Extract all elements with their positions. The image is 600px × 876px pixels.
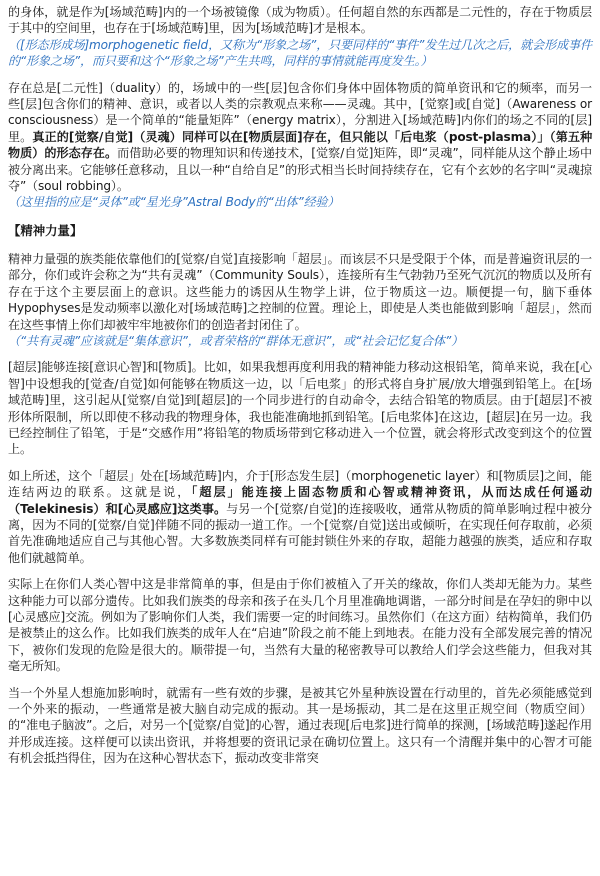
paragraph-5-text-a: 如上所述，这个「超层」处在[场域范畴]内，介于[形态发生层]（morphogenetic layer）和[物质层]之间，能连结两边的联系。这就是说， [8, 468, 592, 500]
paragraph-5-bold: 「超层」能连接上固态物质和心智或精神资讯，从而达成任何遥动（Telekinesis）和[心灵感应]这类事。 [8, 485, 592, 516]
paragraph-2-note: （这里指的应是“灵体”或“星光身”Astral Body的“出体”经验） [8, 195, 340, 210]
paragraph-3-text: 精神力量强的族类能依靠他们的[觉察/自觉]直接影响「超层」。而该层不只是受限于个体，而是普遍资讯层的一部分，你们或许会称之为“共有灵魂”（Community Souls），连接所有生气勃勃乃至死气沉沉的物质以及所有存在于这个主要层面上的意识。这些能力的诱因从生物学上讲，位于物质这一边。顺便提一句，脑下垂体Hypophyses是发动频率以激化对[场域范畴]之控制的位置。理论上，即使是人类也能做到影响「超层」，然而在这些事情上你们却被牢牢地被你们的创造者封闭住了。 [8, 251, 592, 332]
paragraph-7: 当一个外星人想施加影响时，就需有一些有效的步骤，是被其它外星种族设置在行动里的，首先必须能感觉到一个外来的振动，一些通常是被大脑自动完成的振动。其一是场振动，其二是在这里正规空间（物质空间）的“准电子脑波”。之后，对另一个[觉察/自觉]的心智，通过表现[后电浆]进行简单的探测，[场域范畴]遂起作用并形成连接。这样便可以读出资讯，并将想要的资讯记录在确切位置上。这只有一个清醒并集中的心智才可能有机会抵挡得住，因为在这种心智状态下，振动改变非常突 [8, 685, 592, 766]
paragraph-6: 实际上在你们人类心智中这是非常简单的事，但是由于你们被植入了开关的缘故，你们人类却无能为力。某些这种能力可以部分遗传。比如我们族类的母亲和孩子在头几个月里准确地调谐，一部分时间是在孕妇的卵中以[心灵感应]交流。例如为了影响你们人类，我们需要一定的时间练习。虽然你们（在这方面）结构简单，我们仍是被禁止的这么作。比如我们族类的成年人在“启迪”阶段之前不能上到地表。在能力没有全部发展完善的情况下，被你们发现的危险是很大的。顺带提一句，当然有大量的秘密教导可以教给人们学会这些能力，但我对其毫无所知。 [8, 577, 592, 674]
paragraph-3-note: （“共有灵魂”应该就是“集体意识”，或者荣格的“群体无意识”，或“社会记忆复合体”） [8, 333, 464, 348]
paragraph-2-text-c: 而借助必要的物理知识和传递技术，[觉察/自觉]矩阵，即“灵魂”，同样能从这个静止场中被分离出来。它能够任意移动，且以一种“自给自足”的形式相当长时间持续存在，它有个玄妙的名字叫“灵魂掠夺”（soul robbing）。 [8, 146, 592, 194]
section-heading: 【精神力量】 [8, 222, 83, 238]
paragraph-3 [8, 251, 592, 349]
paragraph-1-note: （[形态形成场]morphogenetic field，又称为“形象之场”，只要同样的“事件”发生过几次之后，就会形成事件的“形象之场”，而只要和这个“形象之场”产生共鸣，同样的事情就能再度发生。） [8, 37, 592, 69]
paragraph-2-bold: 真正的[觉察/自觉]（灵魂）同样可以在[物质层面]存在，但只能以「后电浆（post-plasma）」（第五种物质）的形态存在。 [8, 129, 593, 161]
paragraph-5 [8, 468, 592, 566]
paragraph-1-text: 的身体，就是作为[场域范畴]内的一个场被镜像（成为物质）。任何超自然的东西都是二元性的，存在于物质层于其中的空间里，也存在于[场域范畴]里，因为[场域范畴]才是根本。 [8, 5, 592, 36]
paragraph-5-text-c: 与另一个[觉察/自觉]的连接吸收，通常从物质的简单影响过程中被分离，因为不同的[觉察/自觉]伴随不同的振动一道工作。一个[觉察/自觉]送出或倾听，在实现任何存取前，必须首先准确地适应自己与其他心智。大多数族类同样有可能封锁住外来的存取，超能力越强的族类，适应和存取他们就越简单。 [8, 501, 592, 565]
paragraph-1 [8, 4, 592, 70]
paragraph-2-text-a: 存在总是[二元性]（duality）的，场域中的一些[层]包含你们身体中固体物质的简单资讯和它的频率，而另一些[层]包含你们的精神、意识，或者以人类的宗教观点来称——灵魂。其中，[觉察]或[自觉]（Awareness or consciousness）是一个简单的“能量矩阵”（energy matrix），分割进入[场域范畴]内你们的场之不同的[层]里。 [8, 80, 592, 144]
paragraph-2 [8, 80, 592, 211]
paragraph-4: [超层]能够连接[意识心智]和[物质]。比如，如果我想再度利用我的精神能力移动这根铅笔，简单来说，我在[心智]中设想我的[觉查/自觉]如何能够在物质这一边，以「后电浆」的形式将自身扩展/放大增强到铅笔上。在[场域范畴]里，这引起从[觉察/自觉]到[超层]的一个同步进行的自动命令，去结合铅笔的物质层。由于[超层]不被形体所限制，所以即使不移动我的物理身体，我也能准确地抓到铅笔。[后电浆体]在这边，[超层]在另一边。我已经控制住了铅笔，于是“交感作用”将铅笔的物质场带到它移动进入一个位置，就会将形式改变到这个的位置上。 [8, 360, 592, 457]
